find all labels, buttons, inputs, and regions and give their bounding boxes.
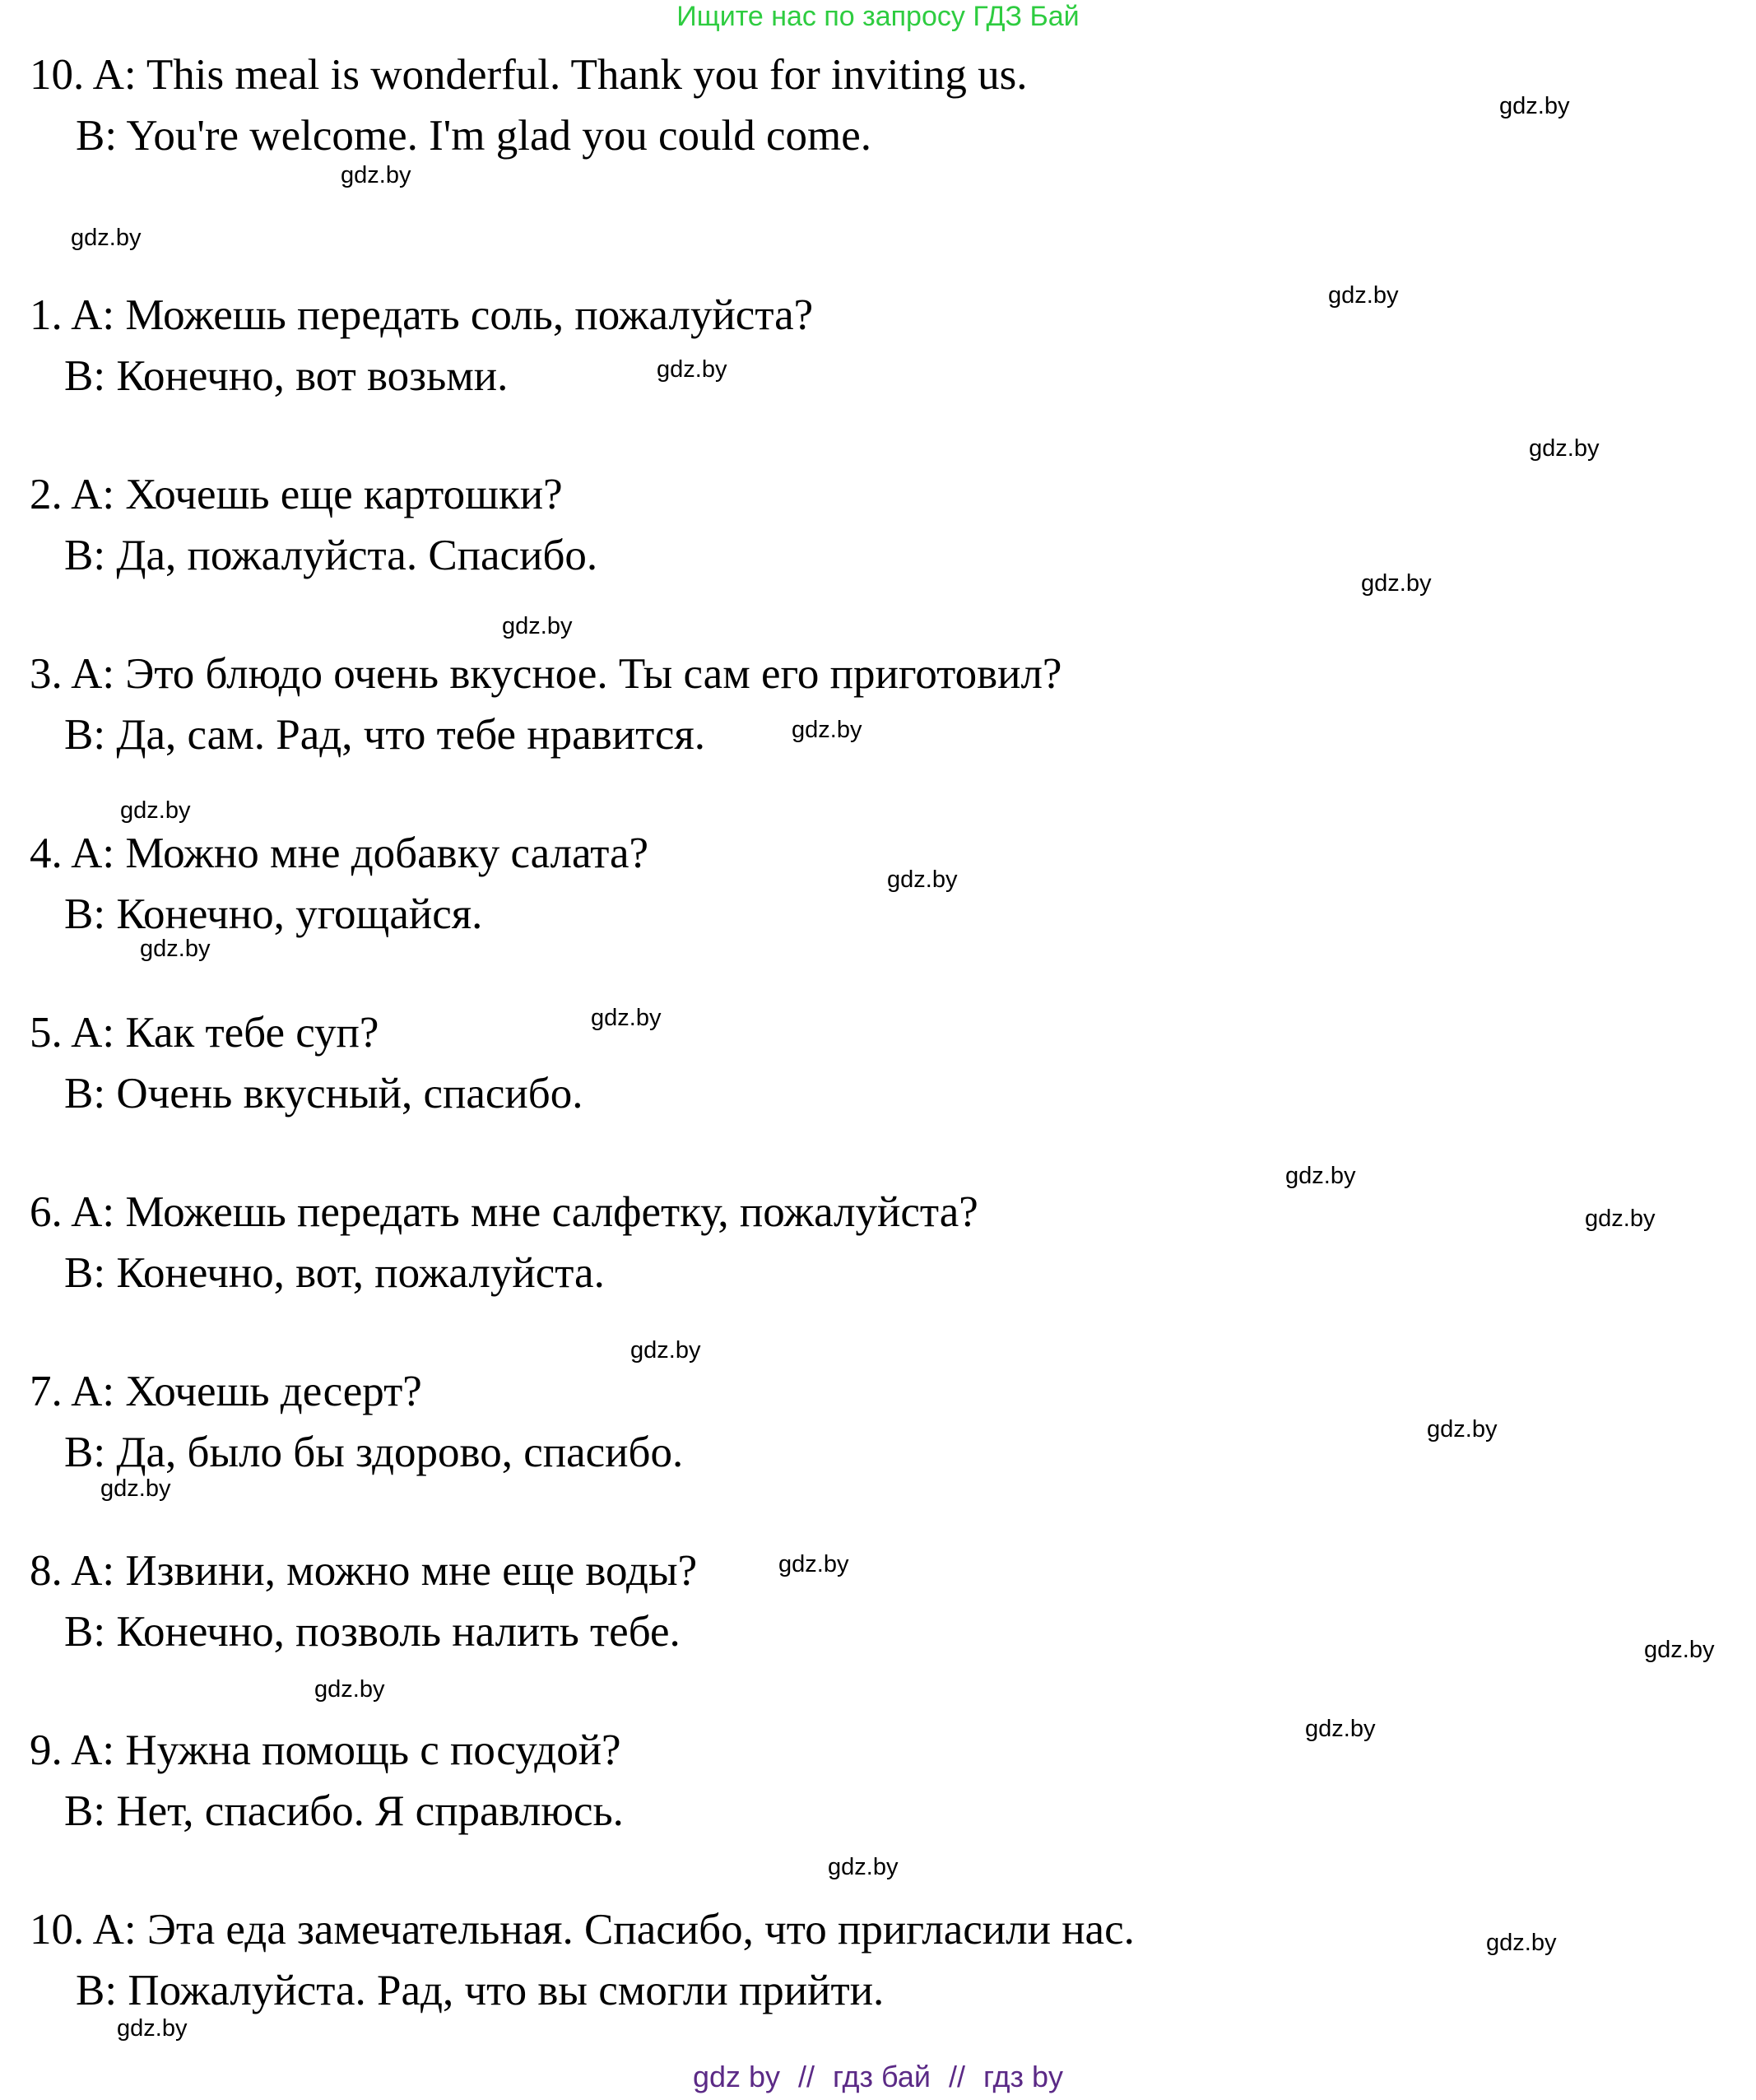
dialogue-4-b: B: Конечно, угощайся. [64,890,483,938]
dialogue-7-b: B: Да, было бы здорово, спасибо. [64,1429,684,1476]
watermark: gdz.by [1328,282,1399,309]
watermark: gdz.by [792,717,862,743]
watermark: gdz.by [502,613,573,639]
watermark: gdz.by [778,1551,849,1577]
dialogue-1-b: B: Конечно, вот возьми. [64,352,509,400]
dialogue-9-a: 9. A: Нужна помощь с посудой? [30,1726,621,1774]
dialogue-3-b: B: Да, сам. Рад, что тебе нравится. [64,711,706,759]
dialogue-10-b: B: Пожалуйста. Рад, что вы смогли прийти. [76,1967,885,2014]
watermark: gdz.by [341,162,411,188]
dialogue-9-b: B: Нет, спасибо. Я справлюсь. [64,1787,624,1835]
watermark: gdz.by [1361,570,1432,597]
watermark: gdz.by [591,1005,662,1031]
dialogue-8-b: B: Конечно, позволь налить тебе. [64,1608,681,1656]
dialogue-1-a: 1. A: Можешь передать соль, пожалуйста? [30,291,814,339]
dialogue-5-b: B: Очень вкусный, спасибо. [64,1070,583,1117]
watermark: gdz.by [1585,1206,1656,1232]
dialogue-5-a: 5. A: Как тебе суп? [30,1009,379,1057]
dialogue-6-a: 6. A: Можешь передать мне салфетку, пожалуйста? [30,1188,978,1236]
watermark: gdz.by [71,225,142,251]
dialogue-6-b: B: Конечно, вот, пожалуйста. [64,1249,605,1297]
watermark: gdz.by [1486,1930,1557,1956]
footer-separator: // [798,2060,815,2093]
dialogue-2-b: B: Да, пожалуйста. Спасибо. [64,532,598,579]
watermark: gdz.by [657,356,727,383]
dialogue-10-a: 10. A: Эта еда замечательная. Спасибо, что пригласили нас. [30,1906,1135,1954]
dialogue-8-a: 8. A: Извини, можно мне еще воды? [30,1547,698,1595]
footer-links [0,2059,1756,2095]
footer-separator: // [948,2060,965,2093]
watermark: gdz.by [1285,1163,1356,1189]
watermark: gdz.by [887,866,958,893]
watermark: gdz.by [1644,1637,1715,1663]
dialogue-3-a: 3. A: Это блюдо очень вкусное. Ты сам его приготовил? [30,650,1062,698]
watermark: gdz.by [140,936,211,962]
english-line-b: B: You're welcome. I'm glad you could come. [76,112,872,160]
footer-link-gdz-bai[interactable]: гдз бай [833,2060,931,2093]
watermark: gdz.by [630,1337,701,1364]
english-line-a: 10. A: This meal is wonderful. Thank you for inviting us. [30,51,1028,99]
footer-link-gdz-by-cyr[interactable]: гдз by [983,2060,1064,2093]
watermark: gdz.by [117,2015,188,2042]
watermark: gdz.by [1305,1716,1376,1742]
watermark: gdz.by [1427,1416,1498,1443]
watermark: gdz.by [1499,93,1570,119]
watermark: gdz.by [1529,435,1600,462]
watermark: gdz.by [828,1854,899,1880]
top-banner: Ищите нас по запросу ГДЗ Бай [676,1,1080,32]
watermark: gdz.by [120,797,191,824]
footer-link-gdz-by[interactable]: gdz by [692,2060,781,2093]
dialogue-4-a: 4. A: Можно мне добавку салата? [30,829,649,877]
dialogue-7-a: 7. A: Хочешь десерт? [30,1368,422,1415]
watermark: gdz.by [314,1676,385,1703]
dialogue-2-a: 2. A: Хочешь еще картошки? [30,471,563,518]
watermark: gdz.by [100,1475,171,1502]
